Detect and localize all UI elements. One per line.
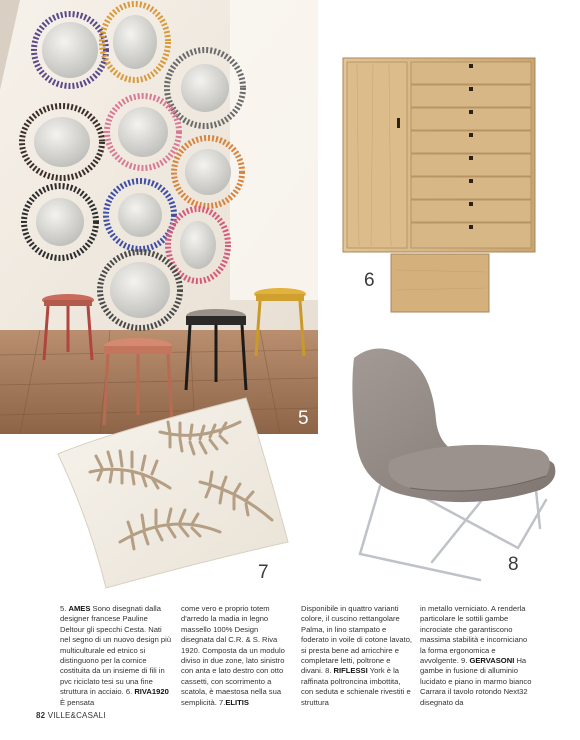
brand-elitis: ELITIS (225, 697, 249, 707)
page-footer (36, 711, 106, 720)
riva-description: come vero e proprio totem d'arredo la madia in legno massello 100% Design disegnata dal C.R. & S. Riva 1920. Composta da un modulo diviso in due zone, lato sinistro con anta e lato destro con otto cassetti, con scorrimento a scatola, è maestosa nella sua semplicità. (181, 604, 285, 707)
brand-riva1920: RIVA1920 (134, 687, 169, 697)
photo-armchair (340, 340, 570, 590)
item-number-5: 5. (60, 604, 67, 613)
brand-riflessi: RIFLESSI (333, 666, 368, 676)
figure-number-8: 8 (508, 554, 519, 575)
item-number-7: 7. (219, 697, 226, 707)
magazine-name: VILLE&CASALI (47, 711, 106, 720)
brand-ames: AMES (68, 604, 91, 613)
gervasoni-description: Ha gambe in fusione di alluminio lucidato e piano in marmo bianco Carrara il tavolo rotondo Next32 disegnato da (420, 656, 532, 707)
text-column-3 (301, 604, 413, 708)
text-column-2 (181, 604, 293, 708)
brand-gervasoni: GERVASONI (469, 656, 515, 666)
page-number: 82 (36, 711, 46, 720)
text-column-1 (60, 604, 172, 708)
photo-mirrors-stools (0, 0, 318, 434)
elitis-description: Disponibile in quattro varianti colore, il cuscino rettangolare Palma, in lino stampato e foderato in voile di cotone lavato, si presta bene ad arricchire e completare letti, poltrone e divani. (301, 604, 413, 676)
text-column-4 (420, 604, 532, 708)
item-number-8: 8. (325, 666, 332, 676)
figure-number-5: 5 (298, 408, 309, 429)
item-number-6: 6. (125, 687, 133, 697)
mirrors-illustration (0, 0, 318, 434)
riflessi-description: York è la raffinata poltroncina imbottita, con seduta e schienale rivestiti e struttura (301, 666, 411, 707)
riflessi-description-end: in metallo verniciato. A renderla particolare le sottili gambe incrociate che garantiscono massima stabilità e incorniciano la forma ergonomica e avvolgente. (420, 604, 528, 666)
riva-description-start: È pensata (60, 697, 95, 707)
armchair-illustration (340, 340, 570, 590)
item-number-9: 9. (460, 656, 468, 666)
figure-number-7: 7 (258, 562, 269, 583)
ames-description: Sono disegnati dalla designer francese Pauline Deltour gli specchi Cesta. Nati nel segno di un nuovo design più multiculturale ed etnico si distinguono per la cornice costituita da un insieme di fili in pvc riciclato tesi su una fine struttura in acciaio. (60, 604, 172, 697)
figure-number-6: 6 (364, 270, 375, 291)
